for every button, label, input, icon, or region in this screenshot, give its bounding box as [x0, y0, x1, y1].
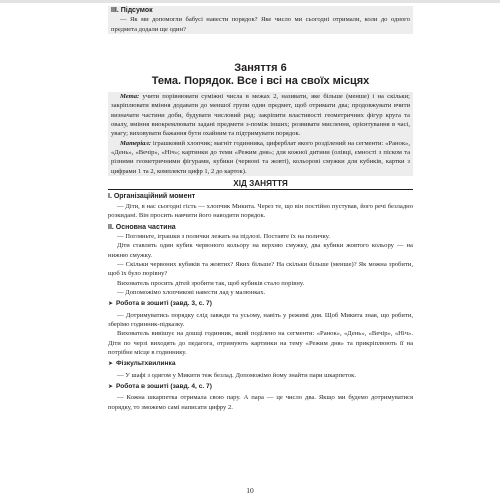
phys-title-text: Фізкультхвилинка [116, 360, 176, 368]
work1-title [108, 299, 413, 309]
work1-paragraph: — Дотримуватись порядку слід завжди та усьому, навіть у режимі дня. Щоб Микита знав, що робити, зберімо годинник-підказку. [108, 311, 413, 328]
arrow-bullet-icon: ➤ [108, 301, 114, 308]
phys-title [108, 359, 413, 369]
main-paragraph: Вихователь просить дітей зробити так, щоб кубиків стало порівну. [117, 279, 305, 287]
summary-box [108, 6, 413, 34]
materials-label: Матеріал: [120, 139, 152, 147]
arrow-bullet-icon: ➤ [108, 361, 114, 368]
summary-heading: ІІІ. Підсумок [111, 7, 153, 14]
arrow-bullet-icon: ➤ [108, 384, 114, 390]
goal-text: учити порівнювати суміжні числа в межах 2, називати, яке більше (менше) і на скільки; закріплювати вміння додавати до меншої групи один предмет, щоб отримати два; продовжувати вчити визначати частини доби, будувати числовий ряд; закріпити властивості геометричних фігур круга та овалу, вміння виокремлювати задані предмети з-поміж інших; розвивати мислення, орієнтування в часі, увагу; виховувати бажання бути охайним та підтримувати порядок. [111, 93, 410, 138]
page-number: 10 [246, 486, 254, 495]
main-paragraph: Діти ставлять один кубик червоного кольору на верхню смужку, два кубики жовтого кольору — на нижню смужку. [108, 242, 413, 259]
work1-paragraph: Вихователь вивішує на дошці годинник, який поділено на сегменти: «Ранок», «День», «Вечір», «Ніч». Діти по черзі виходять до педагога, отримують картинки на тему «Режим дня» та прикріплюють її на потрібне місце в годиннику. [108, 330, 413, 356]
work1-title-text: Робота в зошиті (завд. 3, с. 7) [116, 300, 212, 308]
lesson-number: Заняття 6 [234, 62, 287, 75]
goal-label: Мета: [120, 93, 140, 101]
main-heading: ІІ. Основна частина [108, 223, 176, 231]
materials-paragraph [111, 139, 410, 176]
work2-title [108, 382, 413, 392]
course-heading: ХІД ЗАНЯТТЯ [233, 179, 288, 189]
main-paragraph: — Погляньте, іграшки з полички лежать на підлозі. Поставте їх на поличку. [117, 232, 330, 240]
org-text: — Діти, в нас сьогодні гість — хлопчик Микита. Через те, що він постійно пустував, його речі безладно розкидані. Він просить навчити його наводити порядок. [108, 202, 413, 220]
work2-title-text: Робота в зошиті (завд. 4, с. 7) [116, 383, 212, 390]
phys-text: — У шафі з одягом у Микити теж безлад. Допоможімо йому знайти пари шкарпеток. [117, 371, 356, 379]
materials-text: іграшковий хлопчик; магніт годинника, циферблат якого розділений на сегменти: «Ранок», «День», «Вечір», «Ніч»; картинки до теми «Режим дня»; для кожної дитини (олівці, ємності з піском та різними геометричними фігурами, кубики (червоні та жовті), кольорові смужки для кубиків, картки з цифрами 1 та 2, комплекти цифр 1, 2 до карток). [111, 139, 410, 175]
course-heading-rule [108, 189, 413, 190]
main-paragraph: — Скільки червоних кубиків та жовтих? Яких більше? На скільки більше (менше)? Як можна зробити, щоб їх було порівну? [108, 260, 413, 278]
lesson-theme: Тема. Порядок. Все і всі на своїх місцях [151, 75, 370, 88]
goal-paragraph [111, 92, 410, 139]
page-content [108, 2, 413, 412]
org-heading: І. Організаційний момент [108, 193, 196, 201]
main-paragraph: — Допоможімо хлопчикові навести лад у малюнках. [117, 288, 266, 296]
goal-box [108, 92, 413, 176]
work2-text: — Кожна шкарпетка отримала свою пару. А пара — це число два. Якщо ми будемо дотримуватися порядку, то зможемо самі написати цифру 2. [108, 394, 413, 411]
summary-text: — Як ми допомогли бабусі навести порядок? Яке число ми сьогодні отримали, коли до одного предмета додали ще один? [111, 16, 410, 33]
